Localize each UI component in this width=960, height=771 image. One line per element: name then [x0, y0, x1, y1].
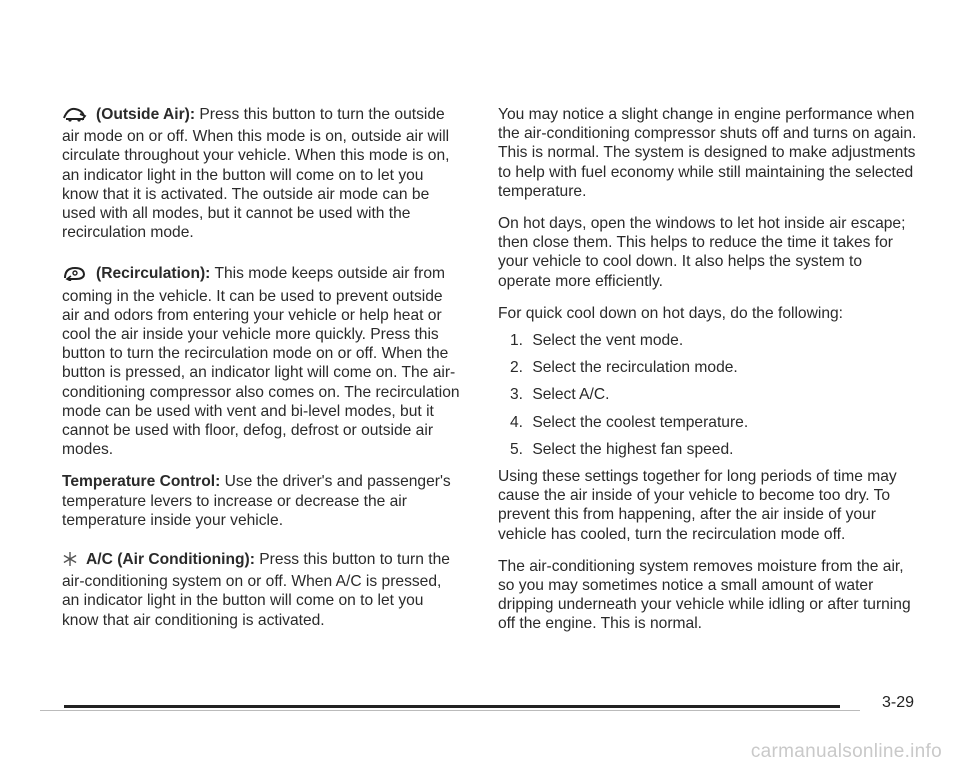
watermark: carmanualsonline.info	[750, 741, 942, 762]
ac-paragraph	[62, 550, 462, 630]
left-column	[62, 105, 462, 643]
snowflake-icon	[62, 551, 78, 572]
outside-air-paragraph	[62, 105, 462, 242]
moisture-paragraph: The air-conditioning system removes moisture from the air, so you may sometimes notice a small amount of water dripping underneath your vehicle while idling or after turning off the engine. This is normal.	[498, 557, 911, 633]
list-item: 2. Select the recirculation mode.	[510, 359, 738, 377]
list-item: 1. Select the vent mode.	[510, 332, 684, 350]
quick-cool-steps	[498, 331, 918, 459]
hot-days-paragraph: On hot days, open the windows to let hot inside air escape; then close them. This helps to reduce the time it takes for your vehicle to cool down. It also helps the system to operate more efficiently.	[498, 215, 906, 290]
recirculation-paragraph	[62, 264, 462, 459]
list-item: 4. Select the coolest temperature.	[510, 413, 749, 431]
dry-air-paragraph: Using these settings together for long periods of time may cause the air inside of your vehicle to become too dry. To prevent this from happening, after the air inside of your vehicle has cooled, turn the recirculation mode off.	[498, 468, 897, 543]
recirculation-heading: (Recirculation):	[96, 265, 211, 283]
recirculation-body: This mode keeps outside air from coming in the vehicle. It can be used to prevent outside air and odors from entering your vehicle or help heat or cool the air inside your vehicle more quickly. Press this button to turn the recirculation mode on or off. When the button is pressed, an indicator light will come on. The air-conditioning compressor also comes on. The recirculation mode can be used with vent and bi-level modes, but it cannot be used with floor, defog, defrost or outside air modes.	[62, 265, 460, 459]
outside-air-heading: (Outside Air):	[96, 106, 196, 123]
footer-rule-thin	[40, 710, 860, 711]
outside-air-icon	[62, 106, 88, 127]
right-column	[498, 105, 918, 647]
recirculation-icon	[62, 265, 88, 286]
list-item: 5. Select the highest fan speed.	[510, 440, 734, 458]
engine-performance-paragraph: You may notice a slight change in engine performance when the air-conditioning compressor shuts off and turns on again. This is normal. The system is designed to make adjustments to help with fuel economy while still maintaining the selected temperature.	[498, 106, 917, 200]
temperature-paragraph	[62, 472, 462, 530]
outside-air-body: Press this button to turn the outside air mode on or off. When this mode is on, outside air will circulate throughout your vehicle. When this mode is on, an indicator light in the button will come on to let you know that it is activated. The outside air mode can be used with all modes, but it cannot be used with the recirculation mode.	[62, 106, 450, 242]
temperature-heading: Temperature Control:	[62, 473, 221, 491]
page-number: 3-29	[882, 694, 915, 711]
quick-cool-intro: For quick cool down on hot days, do the following:	[498, 304, 843, 322]
list-item: 3. Select A/C.	[510, 386, 610, 404]
temperature-body: Use the driver's and passenger's temperature levers to increase or decrease the air temperature inside your vehicle.	[62, 473, 451, 529]
ac-heading: A/C (Air Conditioning):	[86, 551, 255, 569]
ac-body: Press this button to turn the air-conditioning system on or off. When A/C is pressed, an indicator light in the button will come on to let you know that air conditioning is activated.	[62, 551, 450, 629]
footer-rule	[64, 705, 840, 708]
